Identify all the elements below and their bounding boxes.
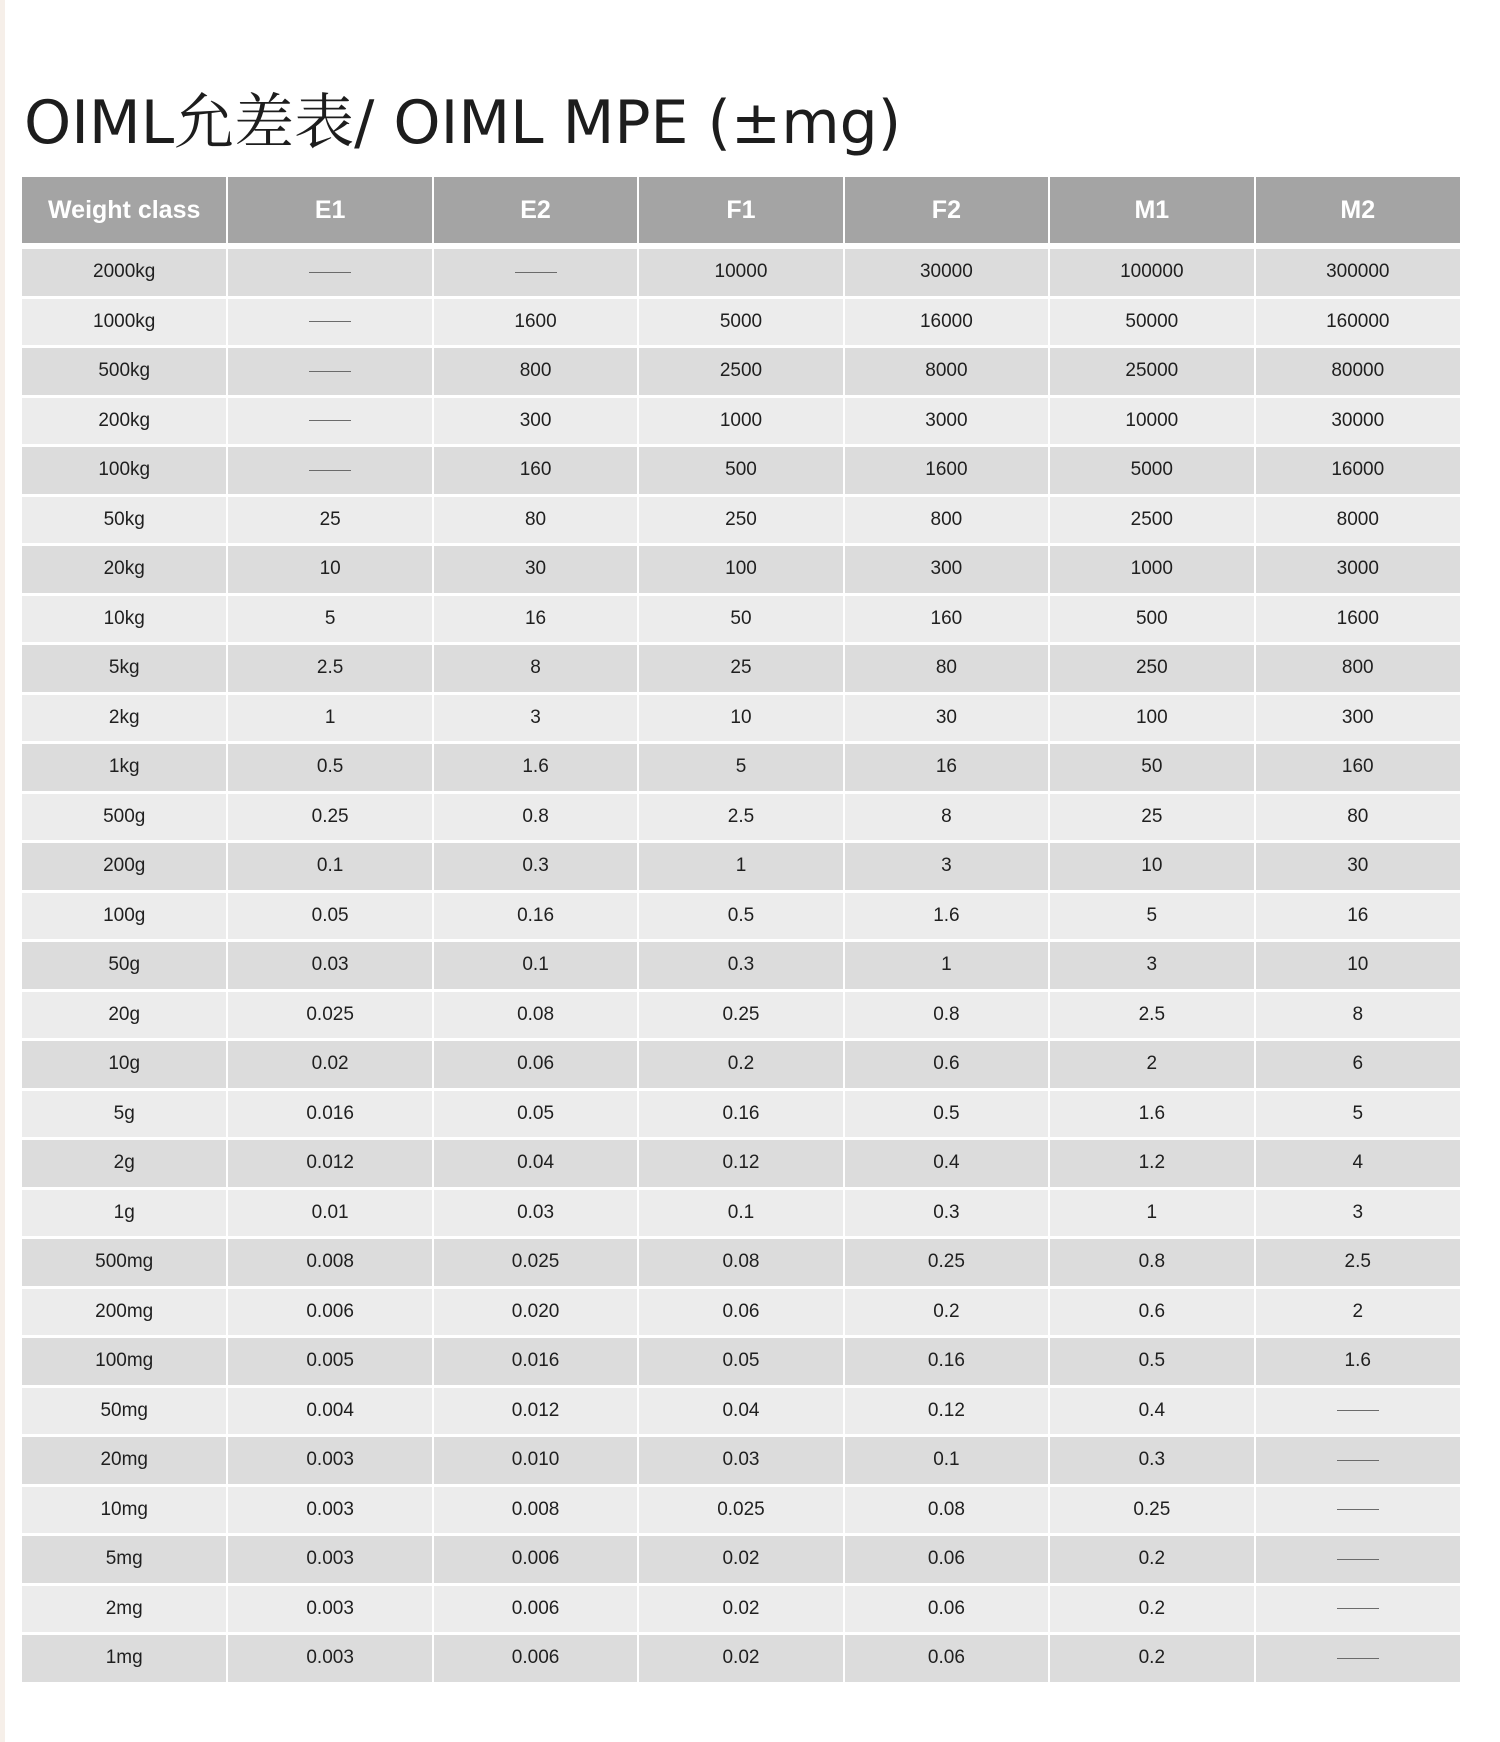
cell-weight-class: 2g xyxy=(22,1139,227,1189)
cell-m2: 3000 xyxy=(1255,545,1460,595)
table-row xyxy=(22,297,1460,347)
cell-m2 xyxy=(1255,1485,1460,1535)
cell-m1: 500 xyxy=(1049,594,1254,644)
table-row xyxy=(22,693,1460,743)
cell-m2: 10 xyxy=(1255,941,1460,991)
cell-e2: 0.025 xyxy=(433,1238,638,1288)
cell-m2: 16 xyxy=(1255,891,1460,941)
cell-e2: 1600 xyxy=(433,297,638,347)
cell-weight-class: 200kg xyxy=(22,396,227,446)
cell-f2: 160 xyxy=(844,594,1049,644)
cell-e2: 3 xyxy=(433,693,638,743)
cell-e2: 0.08 xyxy=(433,990,638,1040)
table-row xyxy=(22,941,1460,991)
cell-e1: 2.5 xyxy=(227,644,432,694)
cell-f1: 0.5 xyxy=(638,891,843,941)
cell-e2: 0.006 xyxy=(433,1634,638,1684)
table-header xyxy=(22,177,1460,246)
cell-f2: 30 xyxy=(844,693,1049,743)
cell-e1: 0.003 xyxy=(227,1485,432,1535)
empty-dash xyxy=(1337,1509,1379,1510)
cell-f2: 1.6 xyxy=(844,891,1049,941)
cell-f1: 0.12 xyxy=(638,1139,843,1189)
cell-m2: 300000 xyxy=(1255,246,1460,297)
cell-f1: 2500 xyxy=(638,347,843,397)
cell-f2: 30000 xyxy=(844,246,1049,297)
cell-m1: 0.6 xyxy=(1049,1287,1254,1337)
cell-weight-class: 10g xyxy=(22,1040,227,1090)
cell-f1: 0.025 xyxy=(638,1485,843,1535)
cell-e2: 0.05 xyxy=(433,1089,638,1139)
cell-e2: 0.008 xyxy=(433,1485,638,1535)
cell-f2: 0.5 xyxy=(844,1089,1049,1139)
cell-m1: 0.2 xyxy=(1049,1634,1254,1684)
cell-f1: 0.02 xyxy=(638,1584,843,1634)
cell-f2: 0.2 xyxy=(844,1287,1049,1337)
cell-m2: 8 xyxy=(1255,990,1460,1040)
table-row xyxy=(22,495,1460,545)
cell-f1: 5 xyxy=(638,743,843,793)
cell-f2: 80 xyxy=(844,644,1049,694)
cell-m2: 30 xyxy=(1255,842,1460,892)
cell-m1: 0.5 xyxy=(1049,1337,1254,1387)
cell-e1: 25 xyxy=(227,495,432,545)
cell-e1: 0.003 xyxy=(227,1535,432,1585)
cell-m1: 10000 xyxy=(1049,396,1254,446)
empty-dash xyxy=(1337,1608,1379,1609)
cell-m2: 80 xyxy=(1255,792,1460,842)
cell-f1: 0.2 xyxy=(638,1040,843,1090)
cell-weight-class: 5mg xyxy=(22,1535,227,1585)
table-row xyxy=(22,842,1460,892)
cell-e2: 0.8 xyxy=(433,792,638,842)
cell-f2: 300 xyxy=(844,545,1049,595)
cell-weight-class: 50kg xyxy=(22,495,227,545)
cell-m1: 100 xyxy=(1049,693,1254,743)
cell-m2 xyxy=(1255,1386,1460,1436)
cell-m2 xyxy=(1255,1584,1460,1634)
cell-m1: 2500 xyxy=(1049,495,1254,545)
cell-e1: 0.05 xyxy=(227,891,432,941)
cell-e1: 0.5 xyxy=(227,743,432,793)
cell-e2: 800 xyxy=(433,347,638,397)
cell-m1: 250 xyxy=(1049,644,1254,694)
cell-f2: 0.06 xyxy=(844,1634,1049,1684)
cell-f2: 0.8 xyxy=(844,990,1049,1040)
cell-f1: 0.06 xyxy=(638,1287,843,1337)
cell-f2: 16000 xyxy=(844,297,1049,347)
cell-m1: 1.2 xyxy=(1049,1139,1254,1189)
cell-f1: 0.3 xyxy=(638,941,843,991)
empty-dash xyxy=(515,272,557,273)
cell-m2: 2 xyxy=(1255,1287,1460,1337)
cell-e1: 1 xyxy=(227,693,432,743)
cell-e2: 0.010 xyxy=(433,1436,638,1486)
cell-m1: 0.3 xyxy=(1049,1436,1254,1486)
cell-f1: 10 xyxy=(638,693,843,743)
cell-m1: 3 xyxy=(1049,941,1254,991)
cell-e2: 0.020 xyxy=(433,1287,638,1337)
header-f1: F1 xyxy=(638,177,843,246)
table-row xyxy=(22,446,1460,496)
cell-e1: 0.016 xyxy=(227,1089,432,1139)
cell-m1: 1000 xyxy=(1049,545,1254,595)
cell-f2: 1 xyxy=(844,941,1049,991)
cell-m2 xyxy=(1255,1436,1460,1486)
cell-e1: 5 xyxy=(227,594,432,644)
cell-weight-class: 2kg xyxy=(22,693,227,743)
table-row xyxy=(22,1337,1460,1387)
cell-f2: 0.1 xyxy=(844,1436,1049,1486)
header-m2: M2 xyxy=(1255,177,1460,246)
cell-weight-class: 1kg xyxy=(22,743,227,793)
table-row xyxy=(22,1238,1460,1288)
header-f2: F2 xyxy=(844,177,1049,246)
cell-m2: 800 xyxy=(1255,644,1460,694)
cell-e1: 0.01 xyxy=(227,1188,432,1238)
cell-e1: 10 xyxy=(227,545,432,595)
cell-weight-class: 50g xyxy=(22,941,227,991)
cell-weight-class: 20mg xyxy=(22,1436,227,1486)
cell-e2: 16 xyxy=(433,594,638,644)
table-row xyxy=(22,594,1460,644)
cell-e1: 0.008 xyxy=(227,1238,432,1288)
cell-e2: 160 xyxy=(433,446,638,496)
cell-f2: 3000 xyxy=(844,396,1049,446)
cell-f1: 0.25 xyxy=(638,990,843,1040)
table-row xyxy=(22,246,1460,297)
table-row xyxy=(22,1089,1460,1139)
cell-f1: 1 xyxy=(638,842,843,892)
cell-m2: 4 xyxy=(1255,1139,1460,1189)
cell-m1: 0.25 xyxy=(1049,1485,1254,1535)
cell-weight-class: 50mg xyxy=(22,1386,227,1436)
cell-m1: 2.5 xyxy=(1049,990,1254,1040)
empty-dash xyxy=(1337,1410,1379,1411)
cell-f2: 800 xyxy=(844,495,1049,545)
cell-e2: 0.012 xyxy=(433,1386,638,1436)
cell-m1: 2 xyxy=(1049,1040,1254,1090)
cell-f1: 500 xyxy=(638,446,843,496)
header-row xyxy=(22,177,1460,246)
cell-weight-class: 1mg xyxy=(22,1634,227,1684)
table-row xyxy=(22,396,1460,446)
cell-f1: 0.02 xyxy=(638,1634,843,1684)
empty-dash xyxy=(1337,1658,1379,1659)
cell-m2: 30000 xyxy=(1255,396,1460,446)
cell-e1: 0.003 xyxy=(227,1436,432,1486)
cell-f2: 8 xyxy=(844,792,1049,842)
cell-e2: 8 xyxy=(433,644,638,694)
cell-m1: 1 xyxy=(1049,1188,1254,1238)
cell-e2: 0.16 xyxy=(433,891,638,941)
table-row xyxy=(22,1485,1460,1535)
header-e1: E1 xyxy=(227,177,432,246)
cell-e1 xyxy=(227,246,432,297)
cell-f1: 0.08 xyxy=(638,1238,843,1288)
cell-m2: 5 xyxy=(1255,1089,1460,1139)
table-body xyxy=(22,246,1460,1683)
cell-f2: 1600 xyxy=(844,446,1049,496)
empty-dash xyxy=(309,371,351,372)
cell-e1: 0.03 xyxy=(227,941,432,991)
cell-weight-class: 2mg xyxy=(22,1584,227,1634)
cell-weight-class: 500kg xyxy=(22,347,227,397)
cell-m1: 25000 xyxy=(1049,347,1254,397)
cell-e2 xyxy=(433,246,638,297)
cell-m1: 10 xyxy=(1049,842,1254,892)
table-row xyxy=(22,1584,1460,1634)
cell-e2: 0.04 xyxy=(433,1139,638,1189)
table-row xyxy=(22,743,1460,793)
cell-e1 xyxy=(227,396,432,446)
cell-f1: 0.05 xyxy=(638,1337,843,1387)
cell-f1: 0.02 xyxy=(638,1535,843,1585)
empty-dash xyxy=(309,272,351,273)
cell-m1: 0.8 xyxy=(1049,1238,1254,1288)
page-title: OIML允差表/ OIML MPE (±mg) xyxy=(24,88,902,158)
cell-e1: 0.004 xyxy=(227,1386,432,1436)
cell-weight-class: 200g xyxy=(22,842,227,892)
cell-m1: 50 xyxy=(1049,743,1254,793)
cell-weight-class: 100kg xyxy=(22,446,227,496)
cell-m2: 1600 xyxy=(1255,594,1460,644)
cell-f2: 0.3 xyxy=(844,1188,1049,1238)
cell-f1: 0.16 xyxy=(638,1089,843,1139)
cell-e1 xyxy=(227,347,432,397)
table-row xyxy=(22,891,1460,941)
cell-f2: 0.4 xyxy=(844,1139,1049,1189)
cell-e2: 0.1 xyxy=(433,941,638,991)
table-row xyxy=(22,1436,1460,1486)
cell-f1: 10000 xyxy=(638,246,843,297)
cell-f1: 0.04 xyxy=(638,1386,843,1436)
cell-m2: 16000 xyxy=(1255,446,1460,496)
header-m1: M1 xyxy=(1049,177,1254,246)
cell-weight-class: 20g xyxy=(22,990,227,1040)
cell-e1: 0.012 xyxy=(227,1139,432,1189)
empty-dash xyxy=(309,420,351,421)
cell-e2: 0.06 xyxy=(433,1040,638,1090)
table-row xyxy=(22,1139,1460,1189)
empty-dash xyxy=(1337,1460,1379,1461)
cell-weight-class: 500g xyxy=(22,792,227,842)
cell-m2: 6 xyxy=(1255,1040,1460,1090)
cell-m1: 0.2 xyxy=(1049,1584,1254,1634)
cell-e1: 0.02 xyxy=(227,1040,432,1090)
cell-f2: 0.12 xyxy=(844,1386,1049,1436)
cell-weight-class: 20kg xyxy=(22,545,227,595)
cell-weight-class: 10kg xyxy=(22,594,227,644)
cell-weight-class: 5kg xyxy=(22,644,227,694)
table-row xyxy=(22,644,1460,694)
cell-weight-class: 200mg xyxy=(22,1287,227,1337)
cell-f2: 0.08 xyxy=(844,1485,1049,1535)
table-row xyxy=(22,1287,1460,1337)
cell-f2: 0.6 xyxy=(844,1040,1049,1090)
cell-m2: 3 xyxy=(1255,1188,1460,1238)
cell-m2: 80000 xyxy=(1255,347,1460,397)
cell-f1: 100 xyxy=(638,545,843,595)
cell-f2: 16 xyxy=(844,743,1049,793)
cell-m2 xyxy=(1255,1634,1460,1684)
table-row xyxy=(22,1634,1460,1684)
oiml-mpe-table xyxy=(22,177,1460,1685)
cell-weight-class: 2000kg xyxy=(22,246,227,297)
table-row xyxy=(22,1535,1460,1585)
cell-e1: 0.003 xyxy=(227,1584,432,1634)
cell-e2: 0.016 xyxy=(433,1337,638,1387)
cell-m1: 0.4 xyxy=(1049,1386,1254,1436)
cell-e1: 0.003 xyxy=(227,1634,432,1684)
cell-m2: 160 xyxy=(1255,743,1460,793)
left-edge-strip xyxy=(0,0,5,1742)
cell-weight-class: 1000kg xyxy=(22,297,227,347)
cell-f2: 8000 xyxy=(844,347,1049,397)
empty-dash xyxy=(309,321,351,322)
cell-e1: 0.006 xyxy=(227,1287,432,1337)
header-e2: E2 xyxy=(433,177,638,246)
empty-dash xyxy=(1337,1559,1379,1560)
cell-weight-class: 10mg xyxy=(22,1485,227,1535)
cell-weight-class: 1g xyxy=(22,1188,227,1238)
cell-e1: 0.1 xyxy=(227,842,432,892)
cell-m1: 50000 xyxy=(1049,297,1254,347)
cell-f2: 0.16 xyxy=(844,1337,1049,1387)
cell-m2 xyxy=(1255,1535,1460,1585)
cell-f2: 0.06 xyxy=(844,1535,1049,1585)
cell-f2: 0.25 xyxy=(844,1238,1049,1288)
cell-m1: 5000 xyxy=(1049,446,1254,496)
cell-f1: 250 xyxy=(638,495,843,545)
header-weight-class: Weight class xyxy=(22,177,227,246)
cell-f1: 50 xyxy=(638,594,843,644)
cell-e2: 80 xyxy=(433,495,638,545)
cell-f1: 0.03 xyxy=(638,1436,843,1486)
table-row xyxy=(22,990,1460,1040)
cell-weight-class: 100g xyxy=(22,891,227,941)
cell-m2: 8000 xyxy=(1255,495,1460,545)
cell-f1: 5000 xyxy=(638,297,843,347)
table-row xyxy=(22,1386,1460,1436)
cell-f1: 1000 xyxy=(638,396,843,446)
cell-f2: 0.06 xyxy=(844,1584,1049,1634)
cell-e1 xyxy=(227,297,432,347)
cell-e2: 30 xyxy=(433,545,638,595)
table-row xyxy=(22,545,1460,595)
cell-f1: 0.1 xyxy=(638,1188,843,1238)
cell-e2: 0.006 xyxy=(433,1584,638,1634)
cell-f1: 2.5 xyxy=(638,792,843,842)
cell-m1: 1.6 xyxy=(1049,1089,1254,1139)
cell-m2: 300 xyxy=(1255,693,1460,743)
cell-m2: 1.6 xyxy=(1255,1337,1460,1387)
empty-dash xyxy=(309,470,351,471)
cell-f2: 3 xyxy=(844,842,1049,892)
cell-e1 xyxy=(227,446,432,496)
cell-m1: 5 xyxy=(1049,891,1254,941)
table-row xyxy=(22,792,1460,842)
cell-e2: 300 xyxy=(433,396,638,446)
cell-weight-class: 500mg xyxy=(22,1238,227,1288)
cell-e1: 0.005 xyxy=(227,1337,432,1387)
cell-e2: 0.3 xyxy=(433,842,638,892)
cell-m1: 0.2 xyxy=(1049,1535,1254,1585)
cell-m2: 160000 xyxy=(1255,297,1460,347)
cell-e2: 1.6 xyxy=(433,743,638,793)
table-row xyxy=(22,1040,1460,1090)
table-row xyxy=(22,347,1460,397)
cell-weight-class: 5g xyxy=(22,1089,227,1139)
cell-m2: 2.5 xyxy=(1255,1238,1460,1288)
table-row xyxy=(22,1188,1460,1238)
cell-e2: 0.006 xyxy=(433,1535,638,1585)
cell-f1: 25 xyxy=(638,644,843,694)
cell-weight-class: 100mg xyxy=(22,1337,227,1387)
cell-e2: 0.03 xyxy=(433,1188,638,1238)
cell-m1: 100000 xyxy=(1049,246,1254,297)
cell-e1: 0.025 xyxy=(227,990,432,1040)
cell-e1: 0.25 xyxy=(227,792,432,842)
cell-m1: 25 xyxy=(1049,792,1254,842)
